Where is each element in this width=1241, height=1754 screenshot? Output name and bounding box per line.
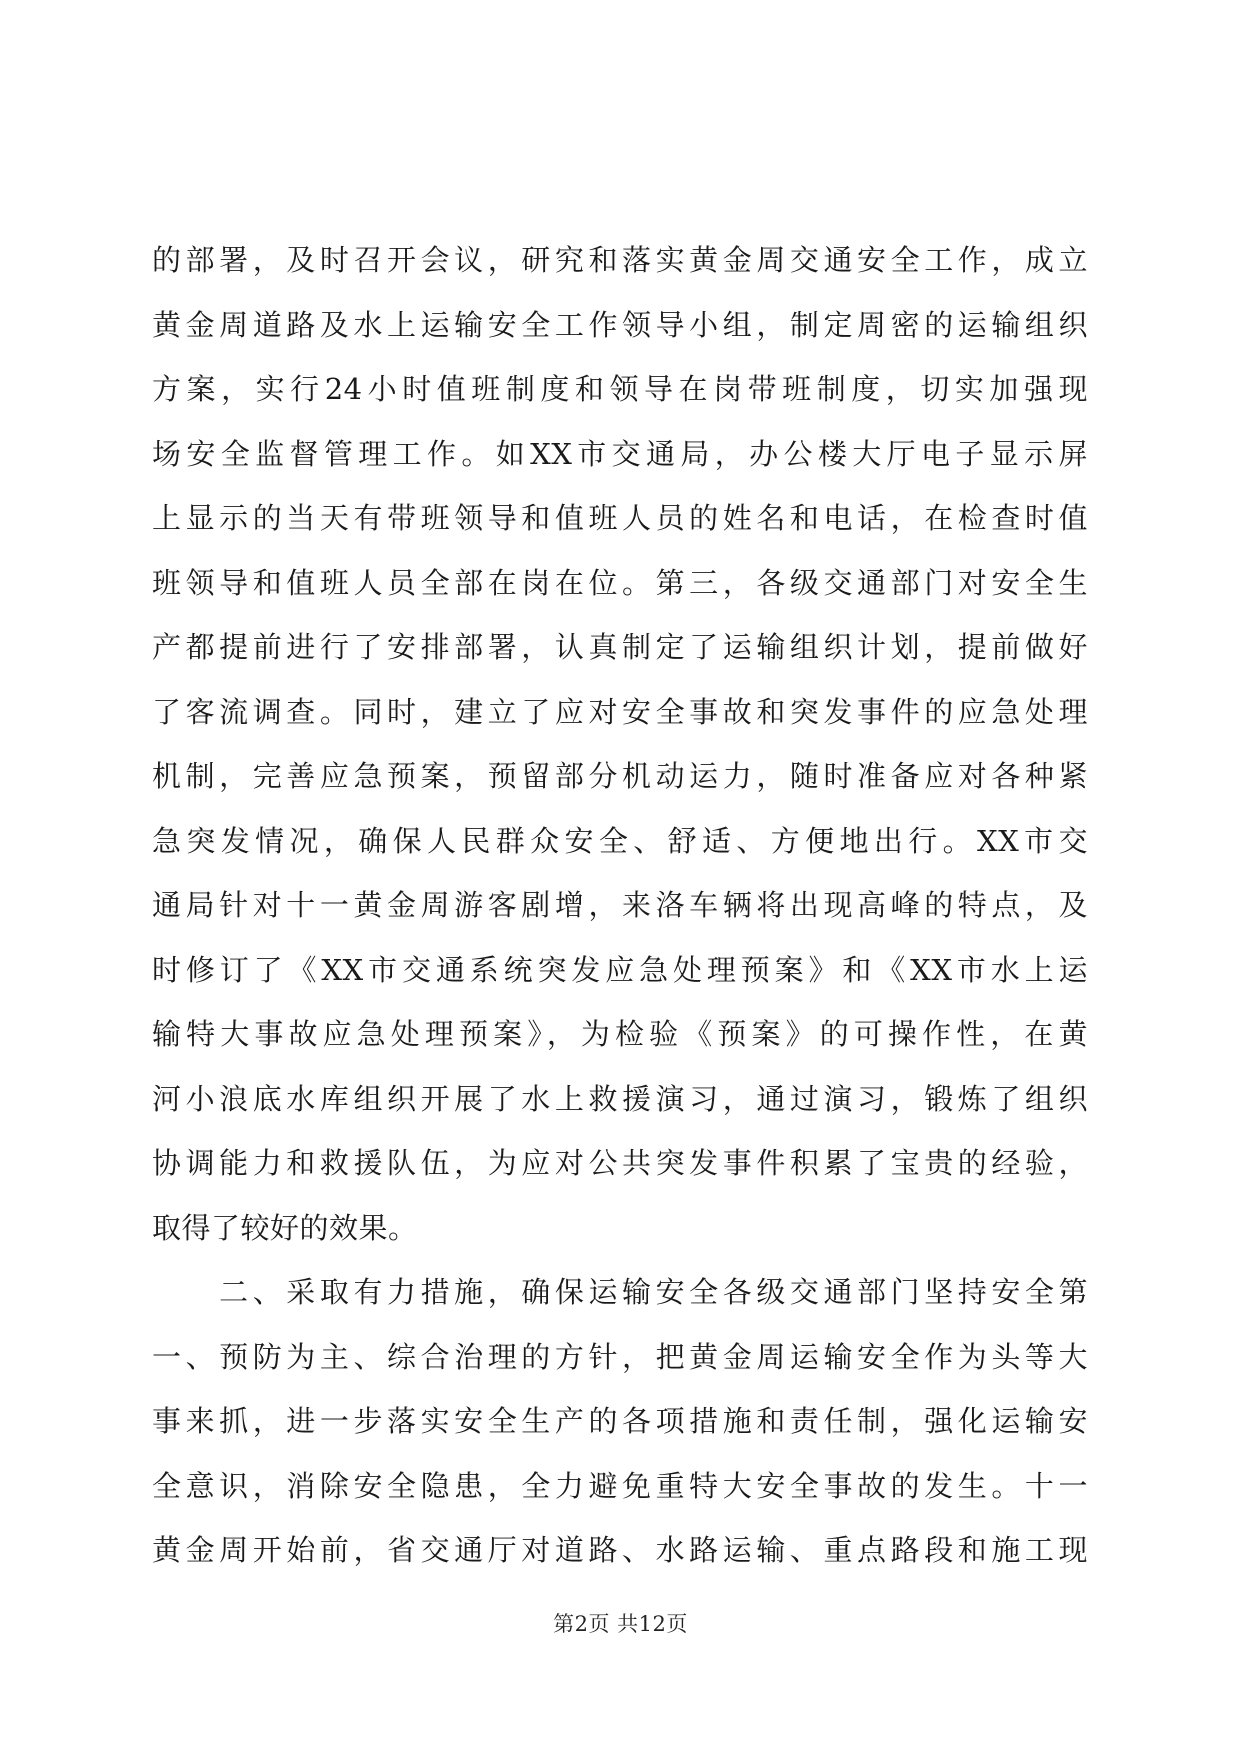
text-line: 上显示的当天有带班领导和值班人员的姓名和电话，在检查时值: [152, 501, 1088, 535]
text-line: 时修订了《XX市交通系统突发应急处理预案》和《XX市水上运: [152, 952, 1088, 987]
text-line: 二、采取有力措施，确保运输安全各级交通部门坚持安全第: [152, 1275, 1088, 1309]
text-line: 通局针对十一黄金周游客剧增，来洛车辆将出现高峰的特点，及: [152, 888, 1088, 922]
text-line: 一、预防为主、综合治理的方针，把黄金周运输安全作为头等大: [152, 1339, 1088, 1374]
text-line: 黄金周开始前，省交通厅对道路、水路运输、重点路段和施工现: [152, 1533, 1088, 1567]
text-line: 河小浪底水库组织开展了水上救援演习，通过演习，锻炼了组织: [152, 1081, 1088, 1116]
body-text: [152, 228, 1088, 1583]
text-line: 机制，完善应急预案，预留部分机动运力，随时准备应对各种紧: [152, 759, 1088, 793]
page-footer: 第2页 共12页: [553, 1612, 688, 1636]
text-line: 事来抓，进一步落实安全生产的各项措施和责任制，强化运输安: [152, 1404, 1088, 1438]
text-line: 方案，实行24小时值班制度和领导在岗带班制度，切实加强现: [152, 372, 1088, 406]
text-line: 场安全监督管理工作。如XX市交通局，办公楼大厅电子显示屏: [152, 436, 1088, 471]
text-line: 急突发情况，确保人民群众安全、舒适、方便地出行。XX市交: [152, 823, 1088, 858]
text-line: 的部署，及时召开会议，研究和落实黄金周交通安全工作，成立: [152, 243, 1088, 277]
text-line: 产都提前进行了安排部署，认真制定了运输组织计划，提前做好: [152, 630, 1088, 664]
text-line: 输特大事故应急处理预案》，为检验《预案》的可操作性，在黄: [152, 1017, 1088, 1051]
text-line: 了客流调查。同时，建立了应对安全事故和突发事件的应急处理: [152, 694, 1088, 729]
text-line: 班领导和值班人员全部在岗在位。第三，各级交通部门对安全生: [152, 565, 1088, 600]
text-line: 全意识，消除安全隐患，全力避免重特大安全事故的发生。十一: [152, 1468, 1088, 1503]
text-line: 协调能力和救援队伍，为应对公共突发事件积累了宝贵的经验，: [152, 1146, 1088, 1180]
text-line: 黄金周道路及水上运输安全工作领导小组，制定周密的运输组织: [152, 307, 1088, 342]
text-line: 取得了较好的效果。: [152, 1210, 418, 1245]
